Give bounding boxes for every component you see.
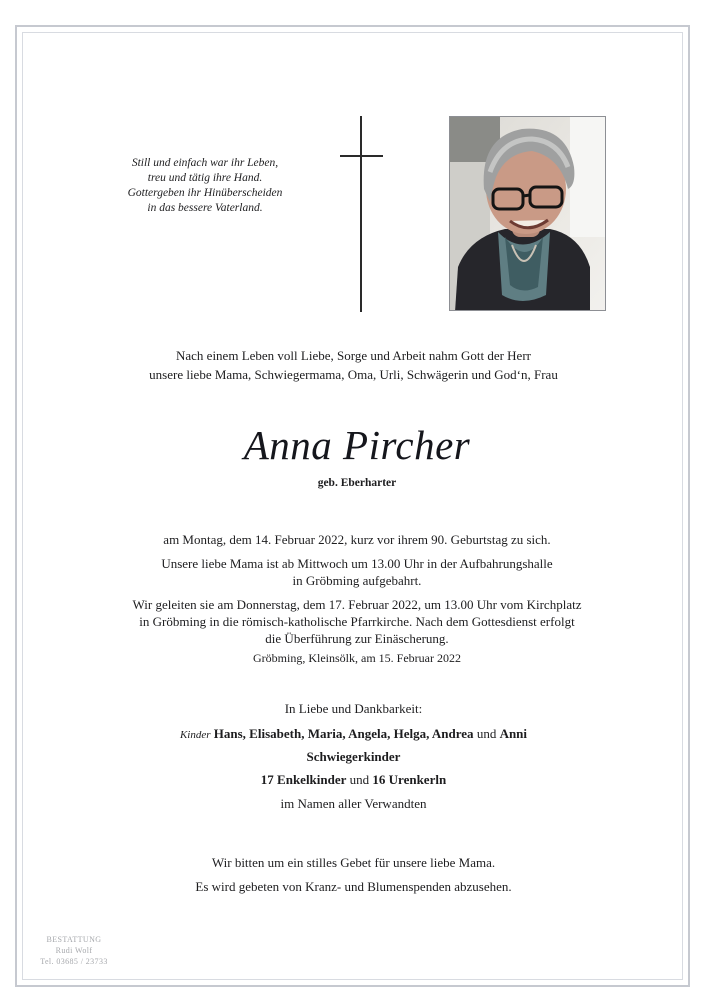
poem bbox=[100, 156, 310, 216]
children-label: Kinder bbox=[179, 729, 211, 741]
intro-text bbox=[0, 346, 707, 384]
poem-line: Still und einfach war ihr Leben, bbox=[131, 157, 279, 169]
donations-text: Es wird gebeten von Kranz- und Blumenspenden abzusehen. bbox=[195, 879, 512, 894]
prayer-text: Wir bitten um ein stilles Gebet für unsere liebe Mama. bbox=[211, 855, 496, 870]
funeral-line: die Überführung zur Einäscherung. bbox=[265, 631, 449, 646]
stamp-line: Tel. 03685 / 23733 bbox=[40, 957, 108, 966]
intro-line: unsere liebe Mama, Schwiegermama, Oma, Urli, Schwägerin und God‘n, Frau bbox=[149, 367, 558, 382]
portrait-photo bbox=[449, 116, 606, 311]
place-date: Gröbming, Kleinsölk, am 15. Februar 2022 bbox=[253, 651, 461, 665]
children-and: und bbox=[476, 726, 497, 741]
stamp-line: Rudi Wolf bbox=[55, 946, 93, 955]
funeral-line: Wir geleiten sie am Donnerstag, dem 17. Februar 2022, um 13.00 Uhr vom Kirchplatz bbox=[132, 597, 582, 612]
funeral-text bbox=[0, 596, 707, 647]
grandchildren-line bbox=[0, 771, 707, 788]
intro-line: Nach einem Leben voll Liebe, Sorge und Arbeit nahm Gott der Herr bbox=[176, 348, 531, 363]
relatives: im Namen aller Verwandten bbox=[280, 796, 427, 811]
viewing-line: Unsere liebe Mama ist ab Mittwoch um 13.00 Uhr in der Aufbahrungshalle bbox=[161, 556, 553, 571]
family-heading: In Liebe und Dankbarkeit: bbox=[284, 701, 423, 716]
poem-line: treu und tätig ihre Hand. bbox=[147, 172, 263, 184]
viewing-line: in Gröbming aufgebahrt. bbox=[292, 573, 422, 588]
children-last: Anni bbox=[499, 726, 528, 741]
cross-icon-bar bbox=[340, 155, 383, 157]
grandchildren: 17 Enkelkinder bbox=[260, 772, 347, 787]
funeral-line: in Gröbming in die römisch-katholische Pfarrkirche. Nach dem Gottesdienst erfolgt bbox=[139, 614, 575, 629]
great-grandchildren: 16 Urenkerln bbox=[372, 772, 447, 787]
grand-and: und bbox=[349, 772, 370, 787]
stamp-line: BESTATTUNG bbox=[46, 935, 102, 944]
portrait-image bbox=[450, 117, 606, 311]
maiden-name: geb. Eberharter bbox=[317, 477, 397, 489]
children-names: Hans, Elisabeth, Maria, Angela, Helga, Andrea bbox=[213, 726, 474, 741]
deceased-name: Anna Pircher bbox=[243, 422, 471, 468]
children-line bbox=[0, 725, 707, 744]
poem-line: in das bessere Vaterland. bbox=[147, 202, 263, 214]
funeral-home-stamp bbox=[38, 934, 110, 967]
viewing-text bbox=[0, 555, 707, 589]
poem-line: Gottergeben ihr Hinüberscheiden bbox=[127, 187, 283, 199]
in-laws: Schwiegerkinder bbox=[306, 749, 401, 764]
death-date-text: am Montag, dem 14. Februar 2022, kurz vor ihrem 90. Geburtstag zu sich. bbox=[163, 532, 551, 547]
cross-icon bbox=[360, 116, 362, 312]
